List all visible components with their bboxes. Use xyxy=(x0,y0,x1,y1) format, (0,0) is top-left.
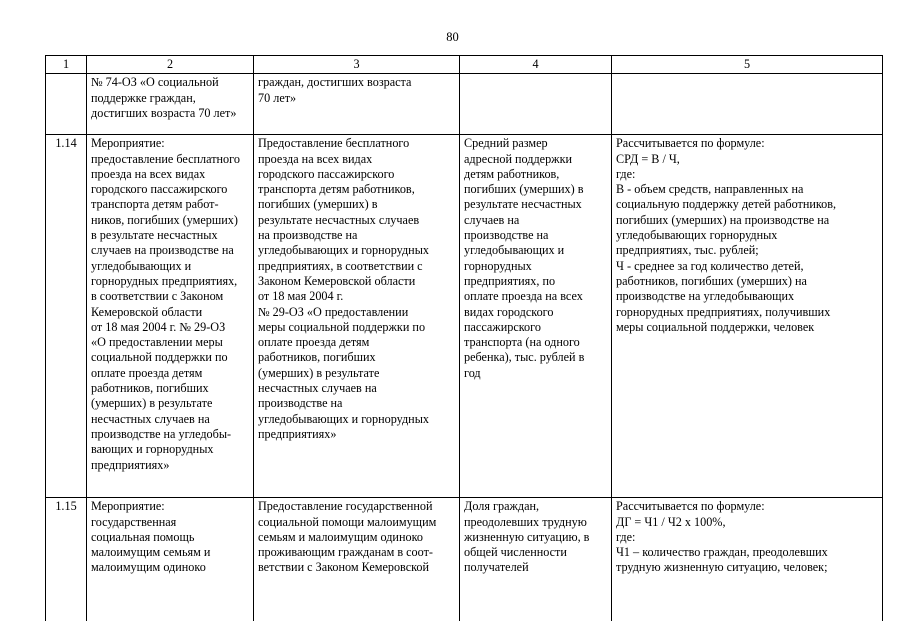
cell-text-line: проезда на всех видах xyxy=(91,166,206,181)
description-cell xyxy=(254,498,460,622)
cell-text-line: семьям и малоимущим одиноко xyxy=(258,529,423,544)
cell-text-line: предприятиях» xyxy=(91,457,170,472)
cell-text-line: проживающим гражданам в соот- xyxy=(258,545,433,560)
cell-text-line: угледобывающих и горнорудных xyxy=(258,243,429,258)
column-header: 1 xyxy=(46,56,87,74)
cell-text-line: случаев на xyxy=(464,212,520,227)
cell-text-line: малоимущим одиноко xyxy=(91,560,206,575)
column-header: 2 xyxy=(87,56,254,74)
cell-text-line: транспорта детям работ- xyxy=(91,197,219,212)
item-number-cell: 1.14 xyxy=(46,135,87,498)
cell-text-line: городского пассажирского xyxy=(91,182,228,197)
page-number: 80 xyxy=(446,30,459,44)
cell-text-line: случаев на производстве на xyxy=(91,243,234,258)
cell-text-line: в соответствии с Законом xyxy=(91,289,224,304)
table-row xyxy=(46,74,883,135)
cell-text-line: общей численности xyxy=(464,545,567,560)
cell-text-line: производстве на xyxy=(464,228,549,243)
cell-text-line: оплате проезда детям xyxy=(91,365,203,380)
cell-text-line: детям работников, xyxy=(464,166,560,181)
cell-text-line: (умерших) в результате xyxy=(91,396,213,411)
cell-text-line: достигших возраста 70 лет» xyxy=(91,105,237,120)
cell-text-line: угледобывающих и горнорудных xyxy=(258,411,429,426)
cell-text-line: производстве на xyxy=(258,396,343,411)
cell-text-line: государственная xyxy=(91,514,177,529)
cell-text-line: погибших (умерших) в xyxy=(258,197,378,212)
cell-text-line: от 18 мая 2004 г. xyxy=(258,289,344,304)
cell-text-line: производстве на угледобывающих xyxy=(616,289,795,304)
cell-text-line: ДГ = Ч1 / Ч2 х 100%, xyxy=(616,514,726,529)
cell-text-line: Кемеровской области xyxy=(91,304,203,319)
cell-text-line: меры социальной поддержки по xyxy=(258,319,426,334)
column-header: 4 xyxy=(460,56,612,74)
cell-text-line: Рассчитывается по формуле: xyxy=(616,136,765,151)
cell-text-line: где: xyxy=(616,529,636,544)
cell-text-line: В - объем средств, направленных на xyxy=(616,182,804,197)
cell-text-line: вающих и горнорудных xyxy=(91,442,214,457)
indicator-cell xyxy=(460,498,612,622)
item-number-cell xyxy=(46,74,87,135)
cell-text-line: получателей xyxy=(464,560,529,575)
formula-cell xyxy=(612,498,883,622)
cell-text-line: погибших (умерших) на производстве на xyxy=(616,212,830,227)
cell-text-line: ребенка), тыс. рублей в xyxy=(464,350,585,365)
cell-text-line: предприятиях, в соответствии с xyxy=(258,258,423,273)
cell-text-line: транспорта (на одного xyxy=(464,335,580,350)
description-cell xyxy=(254,135,460,498)
cell-text-line: Мероприятие: xyxy=(91,136,165,151)
cell-text-line: результате несчастных xyxy=(464,197,582,212)
cell-text-line: предоставление бесплатного xyxy=(91,151,240,166)
cell-text-line: пассажирского xyxy=(464,319,541,334)
cell-text-line: предприятиях, по xyxy=(464,273,556,288)
cell-text-line: граждан, достигших возраста xyxy=(258,75,412,90)
cell-text-line: результате несчастных случаев xyxy=(258,212,420,227)
cell-text-line: производстве на угледобы- xyxy=(91,426,232,441)
cell-text-line: транспорта детям работников, xyxy=(258,182,415,197)
cell-text-line: работников, погибших (умерших) на xyxy=(616,273,807,288)
cell-text-line: городского пассажирского xyxy=(258,166,395,181)
table-header-row xyxy=(46,56,883,74)
measure-cell xyxy=(87,74,254,135)
column-header: 3 xyxy=(254,56,460,74)
item-number-cell: 1.15 xyxy=(46,498,87,622)
cell-text-line: социальная помощь xyxy=(91,529,195,544)
cell-text-line: горнорудных xyxy=(464,258,532,273)
cell-text-line: несчастных случаев на xyxy=(91,411,210,426)
cell-text-line: 70 лет» xyxy=(258,90,297,105)
cell-text-line: малоимущим семьям и xyxy=(91,545,211,560)
cell-text-line: год xyxy=(464,365,481,380)
cell-text-line: в результате несчастных xyxy=(91,228,218,243)
cell-text-line: оплате проезда детям xyxy=(258,335,370,350)
cell-text-line: СРД = В / Ч, xyxy=(616,151,680,166)
column-header: 5 xyxy=(612,56,883,74)
indicator-cell xyxy=(460,135,612,498)
table-row xyxy=(46,135,883,498)
measure-cell xyxy=(87,498,254,622)
cell-text-line: Ч - среднее за год количество детей, xyxy=(616,258,804,273)
cell-text-line: Предоставление государственной xyxy=(258,499,433,514)
cell-text-line: работников, погибших xyxy=(91,381,209,396)
cell-text-line: адресной поддержки xyxy=(464,151,573,166)
cell-text-line: где: xyxy=(616,166,636,181)
cell-text-line: от 18 мая 2004 г. № 29-ОЗ xyxy=(91,319,226,334)
cell-text-line: оплате проезда на всех xyxy=(464,289,583,304)
cell-text-line: Законом Кемеровской области xyxy=(258,273,416,288)
formula-cell xyxy=(612,135,883,498)
cell-text-line: Доля граждан, xyxy=(464,499,540,514)
cell-text-line: на производстве на xyxy=(258,228,358,243)
cell-text-line: горнорудных предприятиях, получивших xyxy=(616,304,831,319)
cell-text-line: несчастных случаев на xyxy=(258,381,377,396)
cell-text-line: проезда на всех видах xyxy=(258,151,373,166)
cell-text-line: «О предоставлении меры xyxy=(91,335,223,350)
description-cell xyxy=(254,74,460,135)
cell-text-line: трудную жизненную ситуацию, человек; xyxy=(616,560,828,575)
cell-text-line: погибших (умерших) в xyxy=(464,182,584,197)
cell-text-line: Мероприятие: xyxy=(91,499,165,514)
cell-text-line: угледобывающих и xyxy=(91,258,192,273)
cell-text-line: меры социальной поддержки, человек xyxy=(616,319,815,334)
cell-text-line: предприятиях» xyxy=(258,426,337,441)
cell-text-line: угледобывающих и xyxy=(464,243,565,258)
cell-text-line: жизненную ситуацию, в xyxy=(464,529,590,544)
cell-text-line: № 74-ОЗ «О социальной xyxy=(91,75,219,90)
cell-text-line: предприятиях, тыс. рублей; xyxy=(616,243,759,258)
measure-cell xyxy=(87,135,254,498)
indicator-cell xyxy=(460,74,612,135)
cell-text-line: Ч1 – количество граждан, преодолевших xyxy=(616,545,828,560)
cell-text-line: (умерших) в результате xyxy=(258,365,380,380)
cell-text-line: горнорудных предприятиях, xyxy=(91,273,238,288)
cell-text-line: угледобывающих горнорудных xyxy=(616,228,778,243)
cell-text-line: социальной помощи малоимущим xyxy=(258,514,437,529)
cell-text-line: социальную поддержку детей работников, xyxy=(616,197,837,212)
cell-text-line: Рассчитывается по формуле: xyxy=(616,499,765,514)
table-row xyxy=(46,498,883,622)
cell-text-line: поддержке граждан, xyxy=(91,90,196,105)
cell-text-line: ветствии с Законом Кемеровской xyxy=(258,560,430,575)
cell-text-line: Средний размер xyxy=(464,136,548,151)
formula-cell xyxy=(612,74,883,135)
cell-text-line: видах городского xyxy=(464,304,554,319)
cell-text-line: № 29-ОЗ «О предоставлении xyxy=(258,304,409,319)
indicator-table xyxy=(45,55,883,621)
cell-text-line: работников, погибших xyxy=(258,350,376,365)
cell-text-line: Предоставление бесплатного xyxy=(258,136,410,151)
cell-text-line: ников, погибших (умерших) xyxy=(91,212,238,227)
cell-text-line: социальной поддержки по xyxy=(91,350,228,365)
cell-text-line: преодолевших трудную xyxy=(464,514,587,529)
